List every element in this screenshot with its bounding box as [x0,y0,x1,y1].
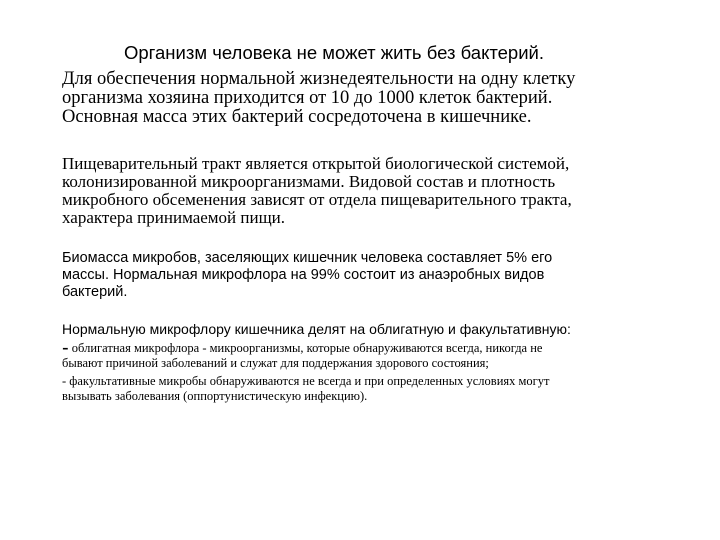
list-item-obligate [62,337,702,371]
paragraph-cells-ratio [62,70,702,127]
list-item-text: облигатная микрофлора - микроорганизмы, которые обнаруживаются всегда, никогда не [68,341,543,355]
slide-title: Организм человека не может жить без бактерий. [124,42,545,63]
paragraph-line: бактерий. [62,284,128,300]
paragraph-line: микробного обсеменения зависят от отдела пищеварительного тракта, [62,190,572,209]
paragraph-microflora-division: Нормальную микрофлору кишечника делят на облигатную и факультативную: [62,321,571,337]
microflora-list [62,337,702,404]
paragraph-line: Биомасса микробов, заселяющих кишечник человека составляет 5% его [62,250,553,266]
list-item-line: бывают причиной заболеваний и служат для поддержания здорового состояния; [62,356,489,370]
paragraph-line: характера принимаемой пищи. [62,208,286,227]
paragraph-digestive-tract [62,155,702,227]
paragraph-line: Для обеспечения нормальной жизнедеятельности на одну клетку [62,69,576,89]
list-dash: - [62,337,69,359]
list-item-line: - факультативные микробы обнаруживаются не всегда и при определенных условиях могут [62,374,550,388]
paragraph-line: колонизированной микроорганизмами. Видовой состав и плотность [62,172,556,191]
paragraph-line: Пищеварительный тракт является открытой биологической системой, [62,154,570,173]
paragraph-line: Основная масса этих бактерий сосредоточена в кишечнике. [62,107,532,127]
list-item-facultative [62,374,702,404]
list-item-line: вызывать заболевания (оппортунистическую инфекцию). [62,389,368,403]
list-item-line [62,337,702,359]
paragraph-biomass [62,250,702,301]
paragraph-line: организма хозяина приходится от 10 до 1000 клеток бактерий. [62,88,553,108]
paragraph-line: массы. Нормальная микрофлора на 99% состоит из анаэробных видов [62,267,545,283]
